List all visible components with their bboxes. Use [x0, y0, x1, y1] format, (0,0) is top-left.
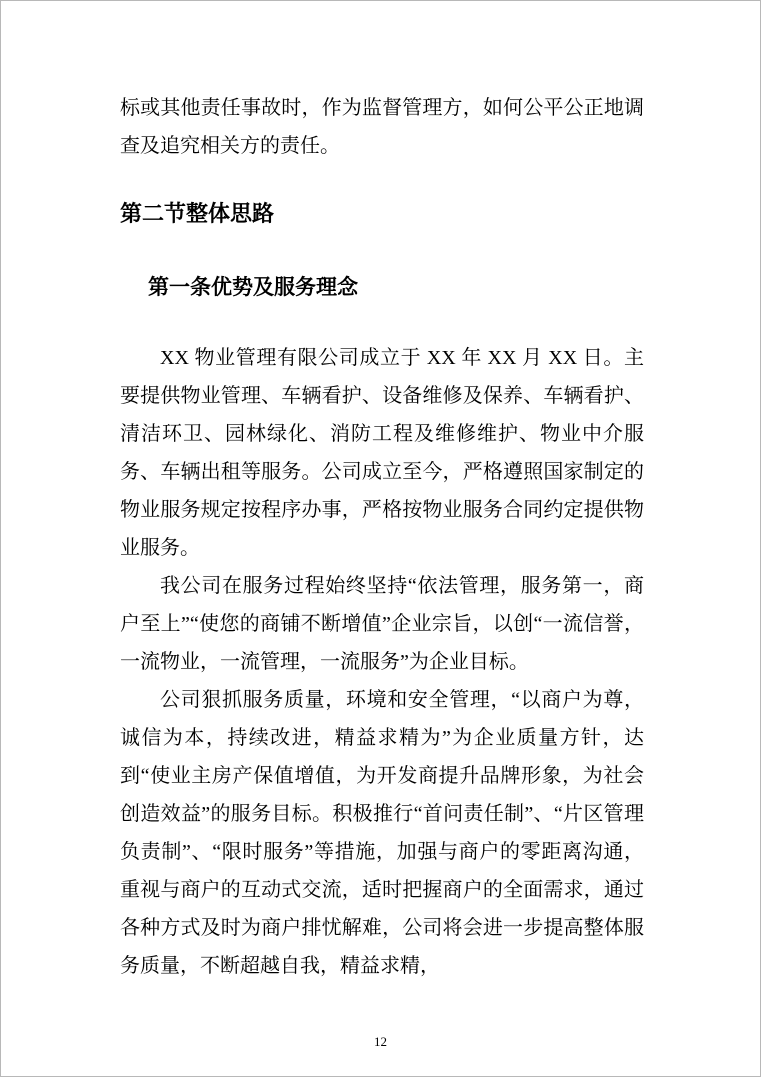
section-heading: 第二节整体思路 [120, 201, 275, 226]
paragraph-company-intro: XX 物业管理有限公司成立于 XX 年 XX 月 XX 日。主要提供物业管理、车辆看护、设备维修及保养、车辆看护、清洁环卫、园林绿化、消防工程及维修维护、物业中介服务、车辆出租等服务。公司成立至今，严格遵照国家制定的物业服务规定按程序办事，严格按物业服务合同约定提供物业服务。 [120, 347, 644, 559]
sub-heading: 第一条优势及服务理念 [148, 276, 358, 299]
page-number: 12 [374, 1034, 387, 1049]
page-content [120, 89, 644, 985]
paragraph-company-principle: 我公司在服务过程始终坚持“依法管理，服务第一，商户至上”“使您的商铺不断增值”企业宗旨，以创“一流信誉，一流物业，一流管理，一流服务”为企业目标。 [120, 575, 644, 673]
paragraph-service-quality: 公司狠抓服务质量，环境和安全管理，“以商户为尊，诚信为本，持续改进，精益求精为”为企业质量方针，达到“使业主房产保值增值，为开发商提升品牌形象，为社会创造效益”的服务目标。积极推行“首问责任制”、“片区管理负责制”、“限时服务”等措施，加强与商户的零距离沟通，重视与商户的互动式交流，适时把握商户的全面需求，通过各种方式及时为商户排忧解难，公司将会进一步提高整体服务质量，不断超越自我，精益求精， [120, 689, 644, 977]
paragraph-continuation: 标或其他责任事故时，作为监督管理方，如何公平公正地调查及追究相关方的责任。 [120, 97, 644, 157]
